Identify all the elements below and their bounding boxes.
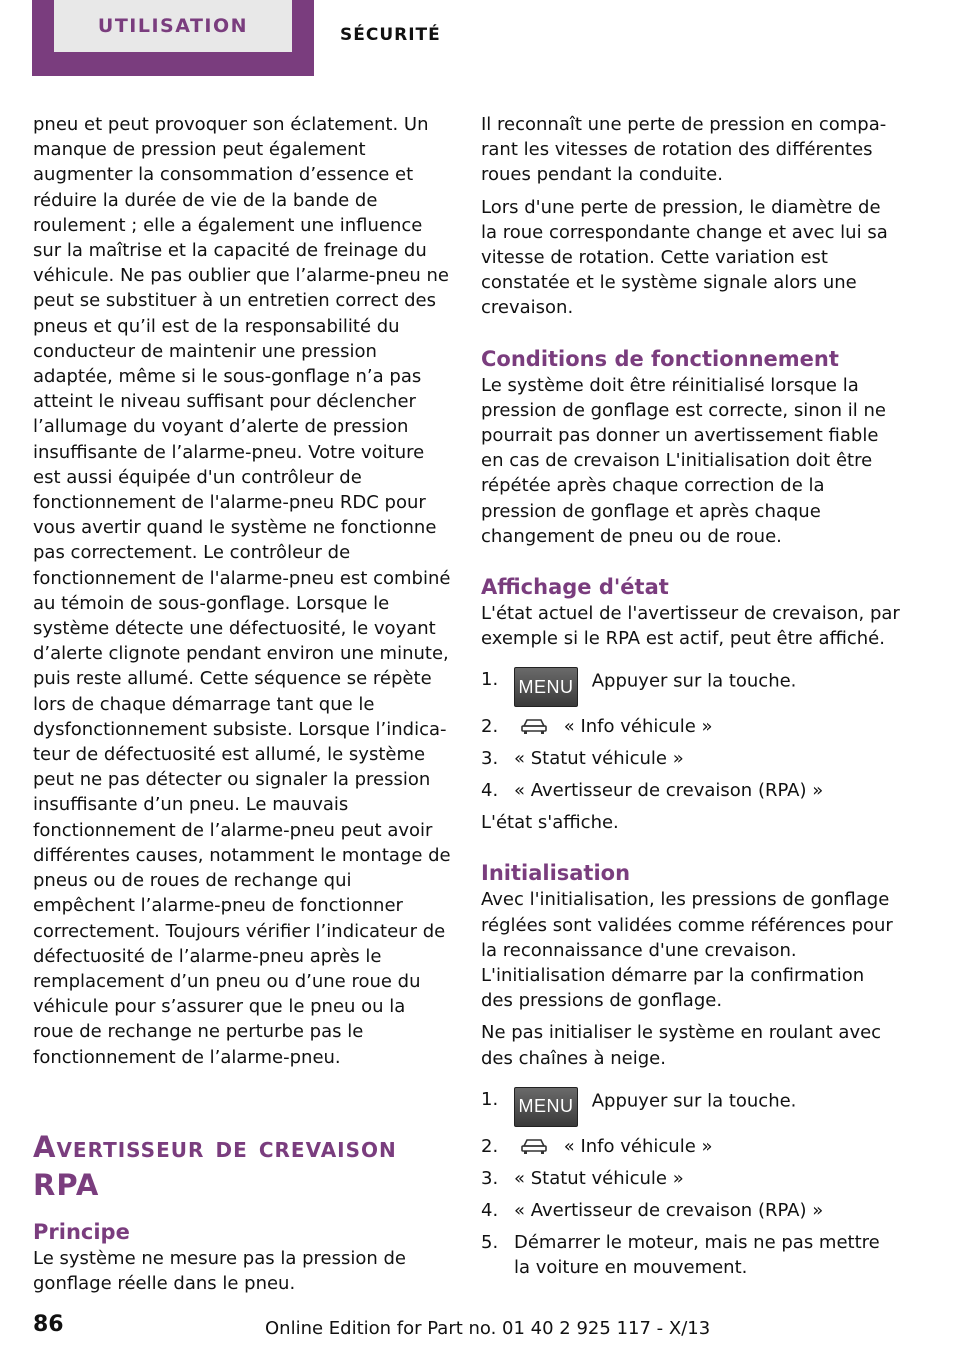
step-text: Appuyer sur la touche. [591,1090,797,1112]
body-paragraph: pneu et peut provoquer son éclatement. Un manque de pression peut également augmenter la consommation d’essence et réduire la durée de vie de la bande de roulement ; elle a également une influence sur la maîtrise et la capacité de freinage du véhicule. Ne pas oublier que l’alarme-pneu ne peut se substituer à un entretien correct des pneus et qu’il est de la responsabilité du conducteur de maintenir une pression adaptée, même si le sous-gonflage n’a pas atteint le niveau suffisant pour déclencher l’allumage du voyant d’alerte de pression insuffisante de l’alarme-pneu. Votre voiture est aussi équipée d'un contrôleur de fonctionnement de l'alarme-pneu RDC pour vous avertir quand le système ne fonctionne pas correctement. Le contrôleur de fonctionnement de l'alarme-pneu est combiné au témoin de sous-gonflage. Lorsque le système détecte une défectuosité, le voyant d’alerte clignote pendant environ une minute, puis reste allumé. Cette séquence se répète lors de chaque démarrage tant que le dysfonctionnement subsiste. Lorsque l’indicateur de défectuosité est allumé, le système peut ne pas détecter ou signaler la pression insuffisante d’un pneu. Le mauvais fonctionnement de l’alarme-pneu peut avoir différentes causes, notamment le montage de pneus ou de roues de rechange qui empêchent l’alarme-pneu de fonctionner correctement. Toujours vérifier l’indicateur de défectuosité de l’alarme-pneu après le remplacement d’un pneu ou d’une roue du véhicule pour s’assurer que le pneu ou la roue de rechange ne perturbe pas le fonctionnement de l’alarme-pneu. [33,114,451,1068]
step-text: « Statut véhicule » [514,1167,684,1189]
list-item [481,746,901,771]
step-text: « Statut véhicule » [514,748,684,770]
conditions-heading: Conditions de fonctionnement [481,346,839,371]
affichage-steps [481,667,901,803]
list-item [481,1087,901,1127]
step-text: « Info véhicule » [563,1135,713,1157]
step-number: 3. [481,1167,499,1189]
list-item [481,1134,901,1159]
conditions-text: Le système doit être réinitialisé lorsque la pression de gonflage est correcte, sinon il ne pourrait pas donner un avertissement fiable en cas de crevaison L'initialisation doit être répétée après chaque correction de la pression de gonflage et après chaque changement de pneu ou de roue. [481,374,886,547]
page-number: 86 [33,1312,64,1337]
left-column [33,112,451,1296]
tab-securite[interactable]: SÉCURITÉ [340,25,441,45]
list-item [481,1198,901,1223]
step-number: 2. [481,716,499,738]
affichage-heading: Affichage d'état [481,575,669,600]
chapter-tabs [32,0,960,76]
principe-text: Le système ne mesure pas la pression de gonflage réelle dans le pneu. [33,1247,406,1294]
initialisation-heading: Initialisation [481,861,631,886]
section-title: Avertisseur de crevaison RPA [33,1129,397,1202]
tab-utilisation[interactable] [32,0,314,76]
menu-button-icon: MENU [514,667,578,707]
edition-footer: Online Edition for Part no. 01 40 2 925 117 - X/13 [265,1318,711,1339]
step-text: Appuyer sur la touche. [591,670,797,692]
right-column [481,112,901,1287]
affichage-text: L'état actuel de l'avertisseur de crevaison, par exemple si le RPA est actif, peut être affiché. [481,603,900,650]
step-text: « Avertisseur de crevaison (RPA) » [514,1199,824,1221]
list-item [481,714,901,739]
list-item [481,667,901,707]
step-number: 5. [481,1231,499,1253]
step-number: 3. [481,748,499,770]
list-item [481,1166,901,1191]
step-number: 4. [481,780,499,802]
init-text: Avec l'initialisation, les pressions de gonflage réglées sont validées comme références pour la reconnaissance d'une crevaison. L'initialisation démarre par la confirmation des pressions de gonflage. [481,889,893,1012]
step-text: Démarrer le moteur, mais ne pas mettre la voiture en mouvement. [514,1231,880,1278]
step-number: 1. [481,669,499,691]
step-number: 2. [481,1135,499,1157]
car-icon [520,1137,548,1155]
car-icon [520,717,548,735]
list-item [481,778,901,803]
initialisation-steps [481,1087,901,1280]
body-paragraph: Il reconnaît une perte de pression en comparant les vitesses de rotation des différentes roues pendant la conduite. [481,114,887,186]
init-text: Ne pas initialiser le système en roulant avec des chaînes à neige. [481,1022,882,1069]
body-paragraph: Lors d'une perte de pression, le diamètre de la roue correspondante change et avec lui sa vitesse de rotation. Cette variation est constatée et le système signale alors une crevaison. [481,196,888,319]
tab-utilisation-label: UTILISATION [54,0,292,52]
step-number: 4. [481,1199,499,1221]
step-number: 1. [481,1088,499,1110]
menu-button-icon: MENU [514,1087,578,1127]
affichage-result: L'état s'affiche. [481,812,619,834]
list-item [481,1230,901,1280]
step-text: « Avertisseur de crevaison (RPA) » [514,780,824,802]
principe-heading: Principe [33,1219,130,1244]
step-text: « Info véhicule » [563,716,713,738]
